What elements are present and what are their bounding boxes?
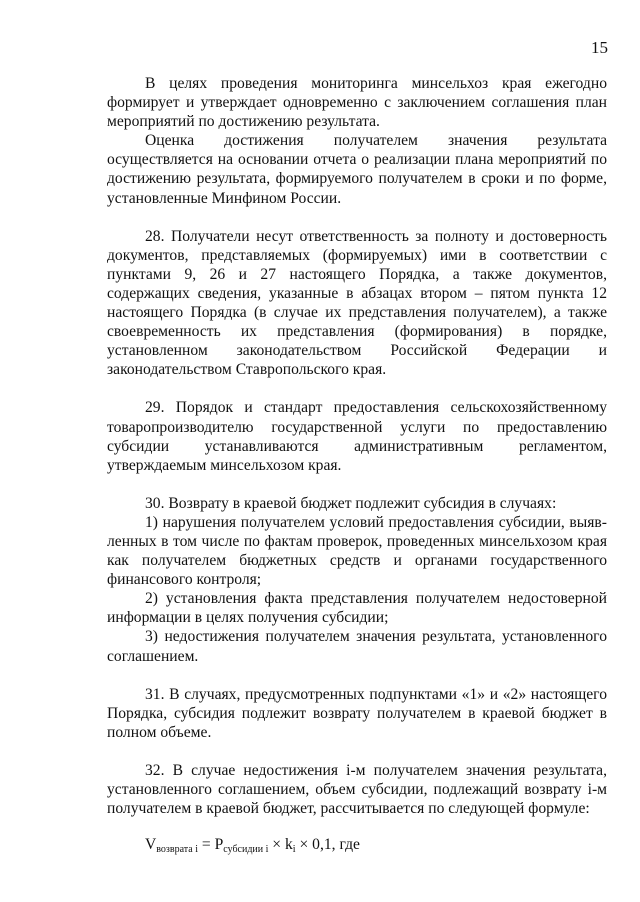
paragraph-31: 31. В случаях, предусмотренных подпунктами «1» и «2» настоящего Порядка, субсидия подлежит возврату получателем в краевой бюджет в полном объеме. [107, 685, 607, 741]
formula-p: P [214, 836, 224, 854]
formula-k-subscript: i [292, 844, 296, 856]
formula [107, 835, 607, 854]
formula-k: k [284, 836, 293, 854]
paragraph-30: 30. Возврату в краевой бюджет подлежит субсидия в случаях: [145, 494, 557, 512]
formula-times-2: × [295, 836, 313, 854]
paragraph-29: 29. Порядок и стандарт предоставления сельскохозяйственному товаропроизводителю государственной услуги по предоставлению субсидии устанавливаются административным регламентом, утверждаемым минсельхозом края. [107, 399, 607, 474]
paragraph-30-item-1: 1) нарушения получателем условий предоставления субсидии, выявленных в том числе по фактам проверок, проведенных минсельхозом края как получателем бюджетных средств и органами государственного финансового контроля; [107, 513, 607, 589]
paragraph-evaluation: Оценка достижения получателем значения результата осуществляется на основании отчета о реализации плана мероприятий по достижению результата, формируемого получателем в сроки и по форме, установленные Минфином России. [107, 132, 607, 207]
formula-tail: 0,1, где [312, 836, 360, 854]
paragraph-28: 28. Получатели несут ответственность за полноту и достоверность документов, представляемых (формируемых) ими в соответствии с пунктами 9, 26 и 27 настоящего Порядка, а также документов, содержащих сведения, указанные в абзацах втором – пятом пункта 12 настоящего Порядка (в случае их представления получателем), а также своевременность их представления (формирования) в порядке, установленном законодательством Российской Федерации и законодательством Ставропольского края. [107, 227, 607, 379]
formula-equals: = [197, 836, 215, 854]
paragraph-30-item-3: 3) недостижения получателем значения результата, установленного соглашением. [107, 628, 607, 665]
formula-times-1: × [268, 836, 285, 854]
page-number: 15 [591, 38, 608, 57]
formula-v-subscript: возврата i [156, 844, 198, 856]
paragraph-32: 32. В случае недостижения i-м получателем значения результата, установленного соглашением, объем субсидии, подлежащий возврату i-м получателем в краевой бюджет, рассчитывается по следующей формуле: [107, 761, 607, 818]
paragraph-30-item-2: 2) установления факта представления получателем недостоверной информации в целях получения субсидии; [107, 590, 607, 627]
document-body [107, 74, 607, 854]
paragraph-monitoring: В целях проведения мониторинга минсельхоз края ежегодно формирует и утверждает одновременно с заключением соглашения план мероприятий по достижению результата. [107, 75, 607, 131]
formula-v: V [145, 836, 157, 854]
formula-p-subscript: субсидии i [223, 844, 269, 856]
